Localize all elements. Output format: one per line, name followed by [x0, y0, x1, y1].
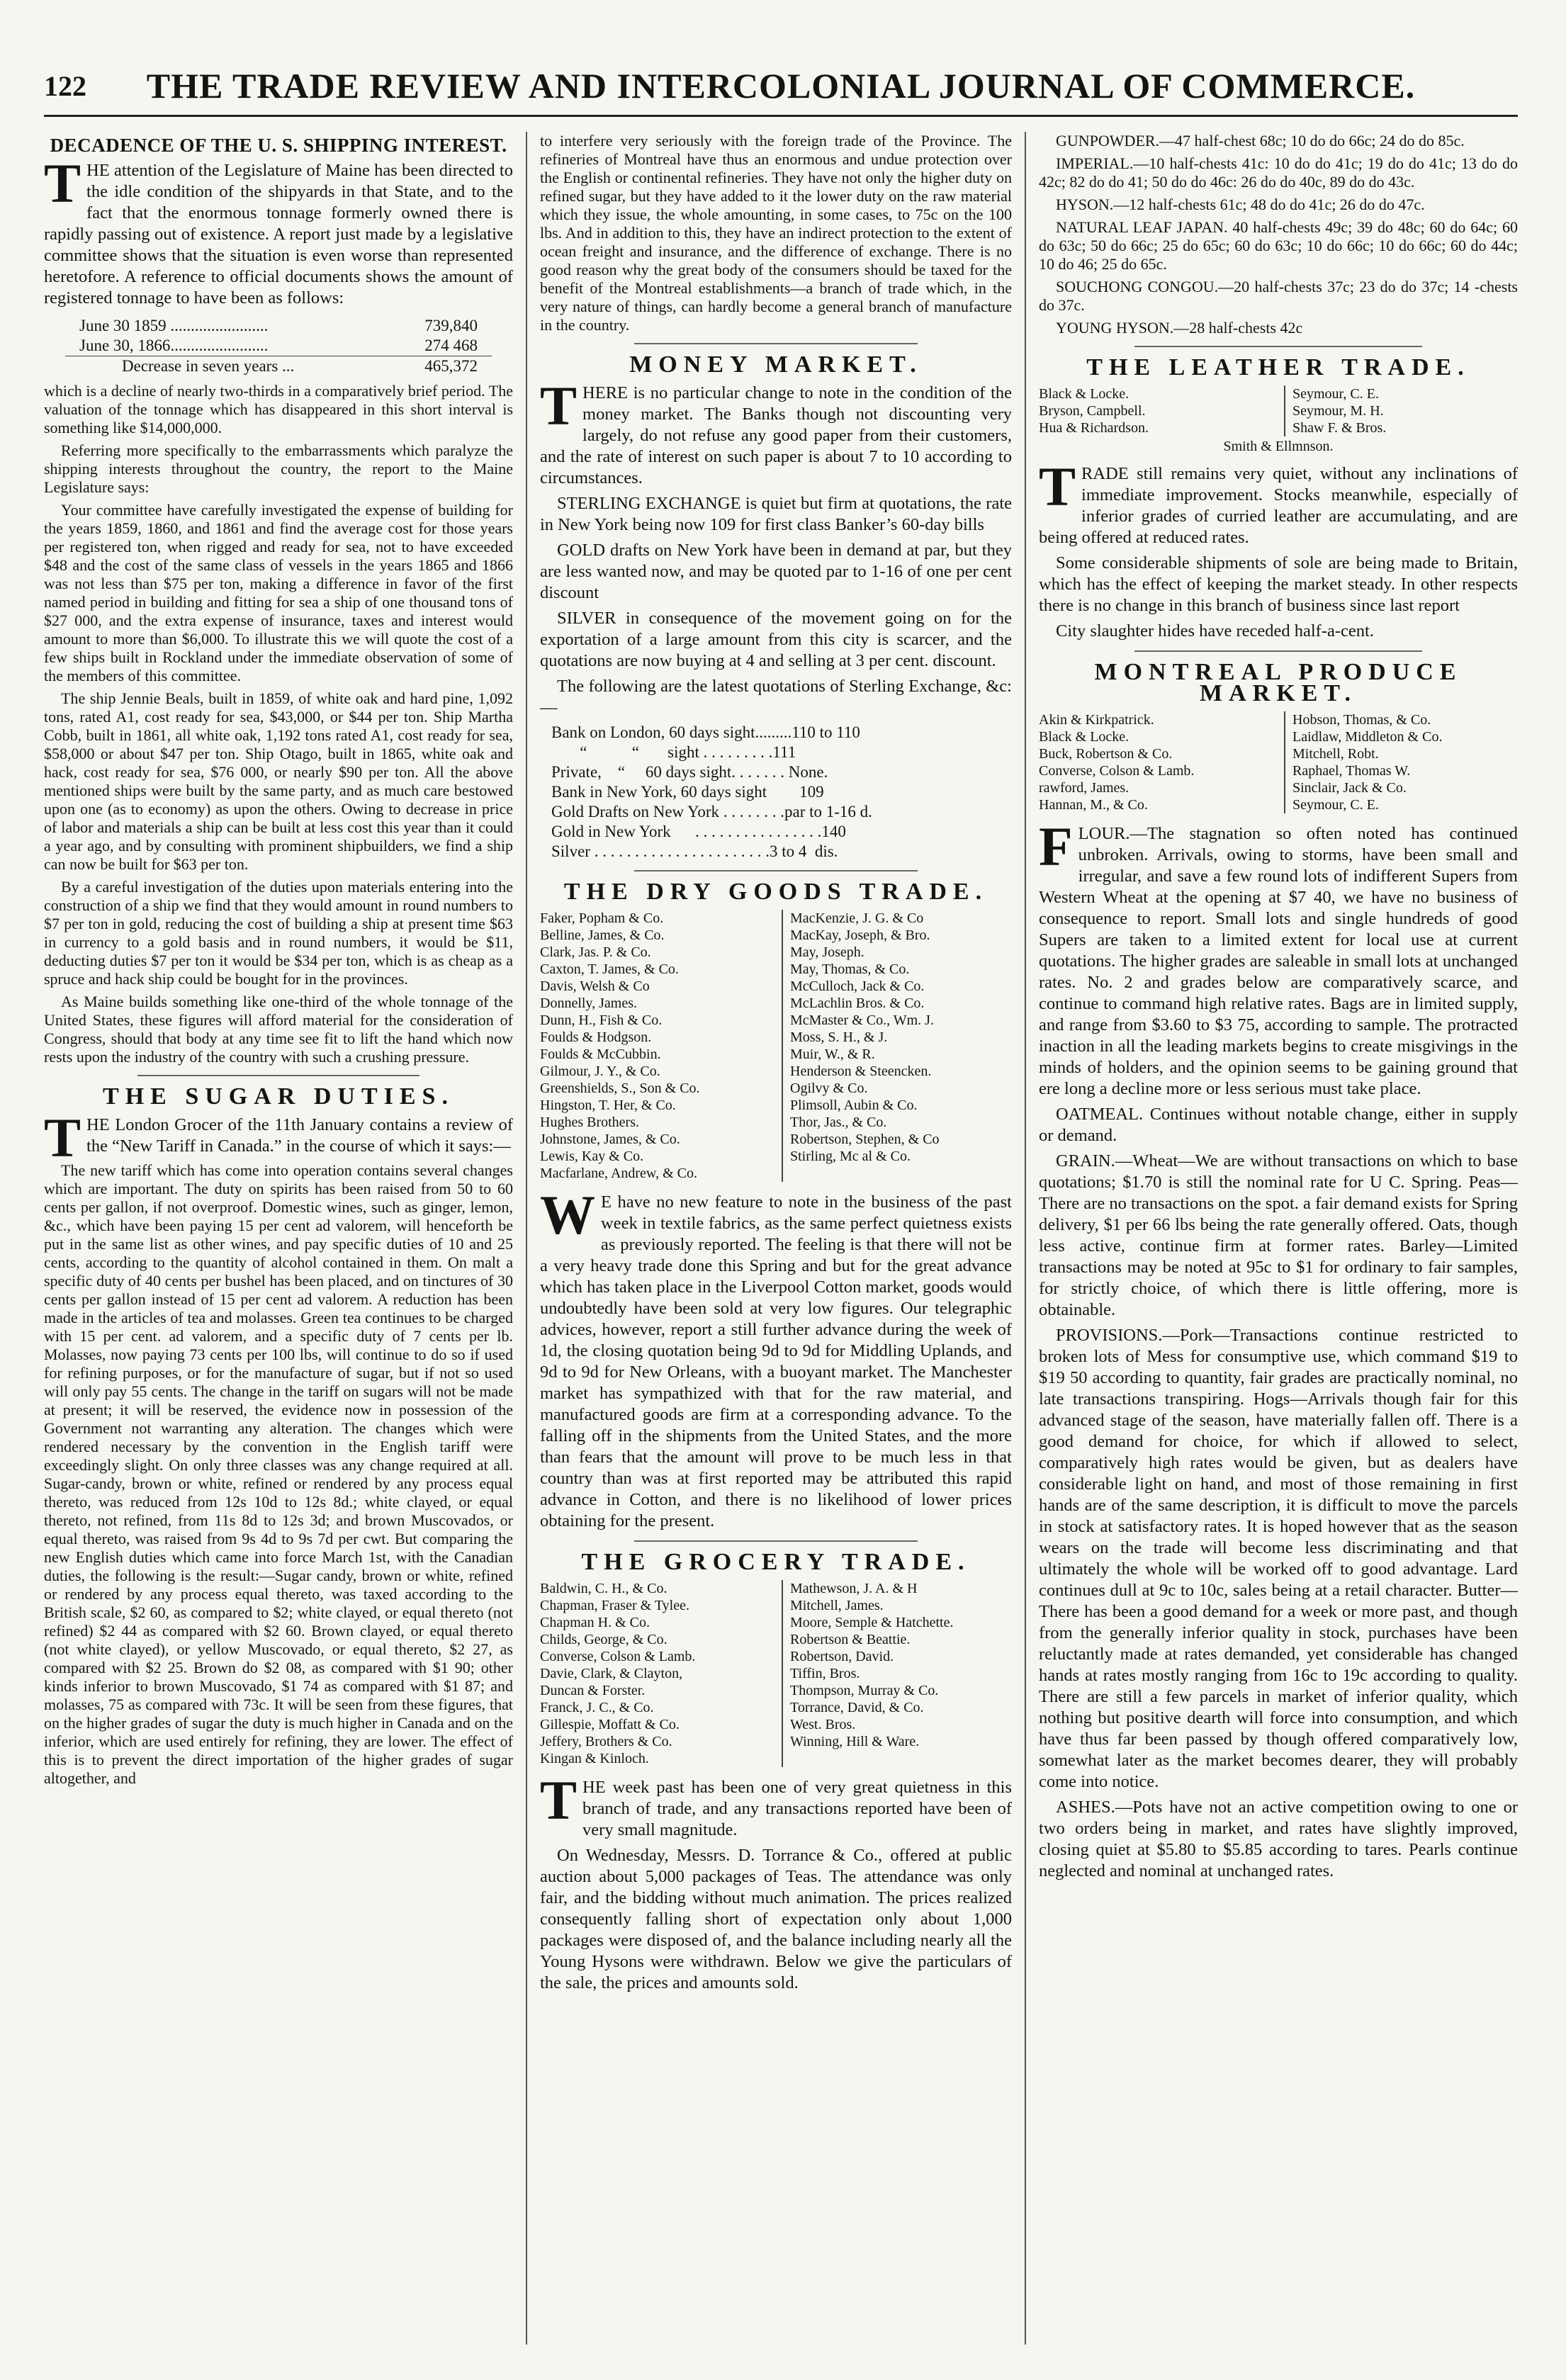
article-heading-sugar: THE SUGAR DUTIES.: [103, 1083, 454, 1110]
merchant-name: Sinclair, Jack & Co.: [1292, 780, 1407, 796]
article-heading-grocery: THE GROCERY TRADE.: [581, 1549, 971, 1575]
exchange-quotations: [540, 723, 1012, 862]
quote-row: Bank in New York, 60 days sight 109: [551, 783, 824, 801]
merchant-name: Seymour, M. H.: [1292, 403, 1384, 419]
merchant-name: Seymour, C. E.: [1292, 797, 1379, 813]
merchant-name: McLachlin Bros. & Co.: [790, 996, 925, 1011]
merchant-name: Smith & Ellmnson.: [1223, 439, 1334, 454]
merchant-name: MacKenzie, J. G. & Co: [790, 910, 924, 926]
merchant-name: McMaster & Co., Wm. J.: [790, 1013, 934, 1028]
merchant-directory: [540, 910, 1012, 1182]
directory-column: [782, 910, 1012, 1182]
article-paragraph: The ship Jennie Beals, built in 1859, of white oak and hard pine, 1,092 tons, rated A1, cost ready for sea, $43,000, or $44 per ton. Ship Martha Cobb, built in 1861, all white oak, 1,192 tons rated A1, cost ready for sea, $58,000 or about $47 per ton. Ship Otago, built in 1865, white oak and hack, cost ready for sea, $76 000, or nearly $90 per ton. All the above mentioned ships were built by the same party, and as much care bestowed upon one (as to economy) as upon the others. Owing to decrease in price of labor and materials a ship can be built at less cost this year than it could a year ago, and by consulting with prominent shipbuilders, we find a ship can now be built for $63 per ton.: [44, 689, 513, 873]
article-paragraph: On Wednesday, Messrs. D. Torrance & Co., offered at public auction about 5,000 packages of Teas. The attendance was only fair, and the bidding without much animation. The prices realized consequently falling short of expectation only about 1,000 packages were disposed of, and the balance including nearly all the Young Hysons were withdrawn. Below we give the particulars of the sale, the prices and amounts sold.: [540, 1846, 1012, 1992]
article-paragraph: THERE is no particular change to note in the condition of the money market. The Banks though not discounting very largely, do not refuse any good paper from their customers, and the rate of interest on such paper is about 7 to 10 according to circumstances.: [540, 375, 1012, 487]
section-divider: [1134, 346, 1422, 347]
merchant-name: Hua & Richardson.: [1039, 420, 1149, 436]
merchant-name: rawford, James.: [1039, 780, 1130, 796]
merchant-name: Macfarlane, Andrew, & Co.: [540, 1166, 697, 1181]
merchant-name: Shaw F. & Bros.: [1292, 420, 1387, 436]
article-paragraph: ASHES.—Pots have not an active competition owing to one or two orders being in market, and rates have slightly improved, closing quiet at $5.80 to $5.85 according to tares. Pearls continue neglected and nominal at unchanged rates.: [1039, 1798, 1518, 1880]
article-paragraph: As Maine builds something like one-third of the whole tonnage of the United States, these figures will afford material for the consideration of Congress, should that body at any time see fit to lift the hand which now rests upon the industry of the country with such a crushing pressure.: [44, 993, 513, 1066]
section-divider: [1134, 650, 1422, 652]
merchant-name: Mathewson, J. A. & H: [790, 1581, 918, 1596]
merchant-name: MacKay, Joseph, & Bro.: [790, 927, 930, 943]
article-paragraph: PROVISIONS.—Pork—Transactions continue restricted to broken lots of Mess for consumptive use, which command $19 to $19 50 according to quantity, fair grades are practically nominal, no late transactions transpiring. Hogs—Arrivals though fair for this advanced stage of the season, have materially fallen off. There is a good demand for choice, for which if allowed to select, comparatively high rates would be given, but as dealers have considerable light on hand, and most of those remaining in first hands are of the same description, it is difficult to move the parcels in stock at satisfactory rates. It is hoped however that as the season wears on the trade will become less discriminating and that ultimately the whole will be worked off to good advantage. Lard continues dull at 9c to 10c, sales being at a retail character. Butter—There has been a good demand for a week or more past, and though from the generally inferior quality in stock, purchases have been reluctantly made at rates demanded, yet considerable has changed hands at rates mostly ranging from 16c to 19c according to quality. There are still a few parcels in market of inferior quality, which nothing but positive dearth will force into consumption, and which have thus far been passed by though offered comparatively low, somewhat later as the market becomes dearer, they will probably come into notice.: [1039, 1326, 1518, 1791]
merchant-name: Caxton, T. James, & Co.: [540, 961, 679, 977]
drop-cap: T: [1039, 456, 1076, 517]
article-paragraph: Some considerable shipments of sole are being made to Britain, which has the effect of keeping the market steady. In other respects there is no change in this branch of business since last report: [1039, 553, 1518, 615]
merchant-name: Black & Locke.: [1039, 729, 1130, 745]
article-paragraph: W E have no new feature to note in the business of the past week in textile fabrics, as the same perfect quietness exists as previously reported. The feeling is that there will not be a very heavy trade done this Spring and but for the great advance which has taken place in the Liverpool Cotton market, goods would undoubtedly have been sold at very low figures. Our telegraphic advices, however, report a still further advance during the week of 1d, the closing quotation being 9d to 9d for Middling Uplands, and 9d to 9d for New Orleans, with a buoyant market. The Manchester market has sympathized with that for the raw material, and manufactured goods are firm at a corresponding advance. To the falling off in the shipments from the United States, and the more than fears that the amount will prove to be much less in that country than was at first reported may be attributed this rapid advance in Cotton, and there is no likelihood of lower prices obtaining for the present.: [540, 1184, 1012, 1530]
drop-cap: T: [44, 1107, 81, 1168]
tea-lot: IMPERIAL.—10 half-chests 41c: 10 do do 41c; 19 do do 41c; 13 do do 42c; 82 do do 41; 50 do do 46c: 26 do do 40c, 89 do do 43c.: [1039, 154, 1518, 191]
article-paragraph: which is a decline of nearly two-thirds in a comparatively brief period. The valuation of the tonnage which has disappeared in this short interval is something like $14,000,000.: [44, 382, 513, 436]
column-2: [540, 132, 1012, 2352]
merchant-name: May, Thomas, & Co.: [790, 961, 910, 977]
merchant-name: Davis, Welsh & Co: [540, 978, 650, 994]
merchant-name: Kingan & Kinloch.: [540, 1751, 649, 1766]
merchant-name: Dunn, H., Fish & Co.: [540, 1013, 663, 1028]
merchant-name: Mitchell, Robt.: [1292, 746, 1379, 762]
quote-row: “ “ sight . . . . . . . . .111: [551, 743, 796, 761]
directory-column: [540, 910, 770, 1182]
page-number: 122: [44, 70, 86, 102]
quote-row: Gold Drafts on New York . . . . . . . .par to 1-16 d.: [551, 803, 872, 820]
section-divider: [137, 1075, 419, 1076]
merchant-name: Moore, Semple & Hatchette.: [790, 1615, 954, 1630]
article-heading-shipping: DECADENCE OF THE U. S. SHIPPING INTEREST.: [50, 135, 507, 156]
merchant-name: Jeffery, Brothers & Co.: [540, 1734, 672, 1749]
merchant-name: Foulds & Hodgson.: [540, 1030, 652, 1045]
merchant-name: Davie, Clark, & Clayton,: [540, 1666, 683, 1681]
merchant-name: Tiffin, Bros.: [790, 1666, 860, 1681]
merchant-name: Muir, W., & R.: [790, 1047, 875, 1062]
directory-column: [782, 1580, 1012, 1767]
article-paragraph: Referring more specifically to the embarrassments which paralyze the shipping interests throughout the country, the report to the Maine Legislature says:: [44, 441, 513, 496]
drop-cap: T: [44, 152, 81, 214]
merchant-name: Akin & Kirkpatrick.: [1039, 712, 1154, 728]
tea-sale-results: [1039, 132, 1518, 337]
merchant-name: Hughes Brothers.: [540, 1115, 639, 1130]
article-paragraph: SILVER in consequence of the movement going on for the exportation of a large amount from this city is scarcer, and the quotations are now buying at 4 and selling at 3 per cent. discount.: [540, 609, 1012, 670]
column-3: [1039, 132, 1518, 2352]
article-heading-dry-goods: THE DRY GOODS TRADE.: [563, 879, 988, 905]
merchant-name: Franck, J. C., & Co.: [540, 1700, 654, 1715]
tonnage-row: June 30, 1866........................ 274 468: [65, 336, 492, 356]
article-paragraph: to interfere very seriously with the foreign trade of the Province. The refineries of Montreal have thus an enormous and undue protection over the English or continental refineries. They have not only the higher duty on refined sugar, but they have added to it the lower duty on the raw material which they issue, the whole amounting, in some cases, to 75c on the 100 lbs. And in addition to this, they have an indirect protection to the extent of ocean freight and insurance, and the difference of exchange. There is no good reason why the great body of the consumers should be taxed for the benefit of the Montreal establishments—a branch of trade which, in the very nature of things, can hardly become a general branch of manufacture in the country.: [540, 132, 1012, 334]
tea-lot: HYSON.—12 half-chests 61c; 48 do do 41c; 26 do do 47c.: [1056, 196, 1425, 213]
tonnage-row: Decrease in seven years ... 465,372: [122, 357, 478, 375]
merchant-name: Chapman H. & Co.: [540, 1615, 650, 1630]
quote-row: Private, “ 60 days sight. . . . . . . None.: [551, 763, 828, 781]
merchant-name: Greenshields, S., Son & Co.: [540, 1081, 700, 1096]
tea-lot: NATURAL LEAF JAPAN. 40 half-chests 49c; 39 do 48c; 60 do 64c; 60 do 63c; 50 do 66c; 25 do 65c; 60 do 63c; 10 do 66c; 10 do 66c; 60 do 44c; 10 do 46; 25 do 65c.: [1039, 218, 1518, 273]
article-paragraph: GRAIN.—Wheat—We are without transactions on which to base quotations; $1.70 is still the nominal rate for U C. Spring. Peas—There are no transactions on the spot. a fair demand exists for Spring delivery, $1 per 66 lbs being the rate generally offered. Oats, though less active, continue firm at former rates. Barley—Limited transactions may be noted at 95c to $1 for ordinary to fair samples, for strictly choice, of which there is little offering, more is obtainable.: [1039, 1151, 1518, 1319]
merchant-name: Converse, Colson & Lamb.: [540, 1649, 696, 1664]
article-paragraph: The new tariff which has come into operation contains several changes which are important. The duty on spirits has been raised from 50 to 60 cents per gallon, if not overproof. Domestic wines, such as ginger, lemon, &c., which have been paying 15 per cent ad valorem, will henceforth be put in the same list as other wines, and pay specific duties of 10 and 25 cents, according to the quantity of alcohol contained in them. On malt a specific duty of 40 cents per bushel has been placed, and on tinctures of 30 cents per gallon instead of 15 per cent ad valorem. A reduction has been made in the articles of tea and molasses. Green tea continues to be charged with 15 per cent. ad valorem, and a specific duty of 7 cents per lb. Molasses, now paying 73 cents per 100 lbs, will continue to do so if used for refining purposes, or for the manufacture of sugar, but if not so used will only pay 55 cents. The change in the tariff on sugars will not be made at present; it will be reserved, the evidence now in possession of the Government not warranting any alteration. The changes which were rendered necessary by the convention in the English tariff were exceedingly slight. On only three classes was any change required at all. Sugar-candy, brown or white, refined or rendered by any process equal thereto, was reduced from 12s 10d to 12s 8d.; white clayed, or equal thereto, not refined, from 11s 8d to 12s 3d; and brown Muscovados, or equal thereto, was raised from 9s 4d to 9s 7d per cwt. But comparing the new English duties which came into force March 1st, with the Canadian duties, the following is the result:—Sugar candy, brown or white, refined or rendered by any process equal thereto, was taxed according to the British scale, $2 60, as compared to $2; white clayed, or equal thereto (not refined) $2 44 as compared with $2 60. Brown clayed, or equal thereto (not white clayed), or yellow Muscovado, or equal thereto, $2 27, as compared with $2 25. Brown do $2 08, as compared with $1 90; other kinds inferior to brown Muscovado, $1 74 as compared with $1 87; and molasses, 75 as compared with 73c. It will be seen from these figures, that on the higher grades of sugar the duty is much higher in Canada and on the inferior, which are used entirely for refining, they are lower. The effect of this is to prevent the direct importation of the higher grades of sugar altogether, and: [44, 1161, 513, 1787]
article-paragraph: STERLING EXCHANGE is quiet but firm at quotations, the rate in New York being now 109 for first class Banker’s 60-day bills: [540, 494, 1012, 534]
directory-column: [1284, 711, 1518, 813]
tea-lot: GUNPOWDER.—47 half-chest 68c; 10 do do 66c; 24 do do 85c.: [1056, 132, 1465, 150]
merchant-name: Thompson, Murray & Co.: [790, 1683, 939, 1698]
merchant-name: Chapman, Fraser & Tylee.: [540, 1598, 689, 1613]
tea-lot: YOUNG HYSON.—28 half-chests 42c: [1056, 319, 1303, 337]
merchant-name: Clark, Jas. P. & Co.: [540, 944, 651, 960]
column-rule: [1025, 132, 1026, 2345]
column-1: [44, 132, 513, 2352]
merchant-name: Hannan, M., & Co.: [1039, 797, 1148, 813]
directory-column: [1039, 711, 1273, 813]
merchant-name: Ogilvy & Co.: [790, 1081, 868, 1096]
column-rule: [526, 132, 527, 2345]
directory-column: [540, 1580, 770, 1767]
running-title: THE TRADE REVIEW AND INTERCOLONIAL JOURNAL OF COMMERCE.: [146, 66, 1416, 106]
merchant-name: Henderson & Steencken.: [790, 1064, 932, 1079]
quote-row: Gold in New York . . . . . . . . . . . . . . . .140: [551, 823, 846, 840]
section-divider: [634, 870, 918, 872]
tonnage-table: [44, 313, 513, 382]
merchant-name: Foulds & McCubbin.: [540, 1047, 661, 1062]
drop-cap: T: [540, 375, 578, 436]
merchant-name: Duncan & Forster.: [540, 1683, 646, 1698]
article-heading-produce: MONTREAL PRODUCE MARKET.: [1094, 659, 1463, 706]
merchant-directory: [1039, 385, 1518, 436]
quote-row: Bank on London, 60 days sight.........110 to 110: [551, 723, 860, 741]
article-paragraph: TRADE still remains very quiet, without any inclinations of immediate improvement. Stocks meanwhile, especially of inferior grades of curried leather are accumulating, and are being offered at reduced rates.: [1039, 456, 1518, 547]
merchant-name: Johnstone, James, & Co.: [540, 1132, 680, 1147]
article-paragraph: The following are the latest quotations of Sterling Exchange, &c:—: [540, 677, 1012, 717]
merchant-name: Robertson & Beattie.: [790, 1632, 911, 1647]
merchant-name: Buck, Robertson & Co.: [1039, 746, 1173, 762]
merchant-name: Thor, Jas., & Co.: [790, 1115, 887, 1130]
article-paragraph: THE week past has been one of very great quietness in this branch of trade, and any transactions reported have been of very small magnitude.: [540, 1769, 1012, 1839]
merchant-name: Gillespie, Moffatt & Co.: [540, 1717, 680, 1732]
directory-column: [1039, 385, 1273, 436]
article-paragraph: City slaughter hides have receded half-a-cent.: [1056, 621, 1374, 641]
merchant-name: West. Bros.: [790, 1717, 856, 1732]
merchant-name: Black & Locke.: [1039, 386, 1130, 402]
merchant-name: Robertson, David.: [790, 1649, 894, 1664]
merchant-name: Laidlaw, Middleton & Co.: [1292, 729, 1443, 745]
merchant-name: Hobson, Thomas, & Co.: [1292, 712, 1431, 728]
merchant-name: Winning, Hill & Ware.: [790, 1734, 920, 1749]
tonnage-row: June 30 1859 ........................ 739,840: [79, 317, 478, 334]
drop-cap: T: [540, 1769, 578, 1831]
merchant-directory: [1039, 711, 1518, 813]
merchant-name: Donnelly, James.: [540, 996, 638, 1011]
merchant-name: Lewis, Kay & Co.: [540, 1149, 644, 1164]
section-divider: [634, 343, 918, 344]
article-paragraph: FLOUR.—The stagnation so often noted has continued unbroken. Arrivals, owing to storms, have been small and irregular, and save a few round lots of indifferent Supers from Western Wheat at the opening at $7 40, we have no business of consequence to report. Small lots and single hundreds of good Supers are taken to a limited extent for local use at current quotations. The higher grades are saleable in small lots at unchanged rates. No. 2 and grades below are comparatively scarce, and continue to command high relative rates. Bags are in limited supply, and range from $3.60 to $3 75, according to sample. The protracted inaction in all the leading markets begins to create misgivings in the minds of holders, and the opinion seems to be gaining ground that ere long a decline more or less serious must take place.: [1039, 816, 1518, 1098]
merchant-name: Bryson, Campbell.: [1039, 403, 1146, 419]
merchant-name: Baldwin, C. H., & Co.: [540, 1581, 667, 1596]
article-paragraph: GOLD drafts on New York have been in demand at par, but they are less wanted now, and may be quoted par to 1-16 of one per cent discount: [540, 541, 1012, 602]
article-paragraph: By a careful investigation of the duties upon materials entering into the construction of a ship we find that they would amount in round numbers to $7 per ton in gold, reducing the cost of building a ship at present time $63 in currency to a gold basis and in round numbers, it would be $11, deducting duties $7 per ton it would be $34 per ton, which is as cheap as a spruce and hack ship could be bought for in the provinces.: [44, 878, 513, 988]
page-header: [44, 65, 1518, 117]
article-paragraph: Your committee have carefully investigated the expense of building for the years 1859, 1860, and 1861 and find the average cost for those years per registered ton, when rigged and ready for sea, not to have exceeded $48 and the cost of the same class of vessels in the years 1865 and 1866 was not less than $75 per ton, making a difference in favor of the first named period in building and fitting for sea a ship of one thousand tons of $27 000, and the extra expense of insurance, taxes and interest would amount to more than $6,000. To illustrate this we will quote the cost of a few ships built in Rockland under the immediate observation of some of the members of this committee.: [44, 501, 513, 684]
article-paragraph: THE attention of the Legislature of Maine has been directed to the idle condition of the shipyards in that State, and to the fact that the enormous tonnage formerly owned there is rapidly passing out of existence. A report just made by a legislative committee shows that the situation is even worse than represented heretofore. A reference to official documents shows the amount of registered tonnage to have been as follows:: [44, 152, 513, 308]
merchant-name: Raphael, Thomas W.: [1292, 763, 1411, 779]
merchant-name: Plimsoll, Aubin & Co.: [790, 1098, 918, 1113]
quote-row: Silver . . . . . . . . . . . . . . . . . . . . . .3 to 4 dis.: [551, 842, 838, 860]
article-paragraph: THE London Grocer of the 11th January contains a review of the “New Tariff in Canada.” in the course of which it says:—: [44, 1107, 513, 1168]
merchant-directory: [540, 1580, 1012, 1767]
merchant-name: May, Joseph.: [790, 944, 864, 960]
tea-lot: SOUCHONG CONGOU.—20 half-chests 37c; 23 do do 37c; 14 -chests do 37c.: [1039, 278, 1518, 314]
directory-column: [1284, 385, 1518, 436]
merchant-name: Torrance, David, & Co.: [790, 1700, 924, 1715]
merchant-name: Belline, James, & Co.: [540, 927, 665, 943]
merchant-name: Robertson, Stephen, & Co: [790, 1132, 940, 1147]
drop-cap: W: [540, 1184, 595, 1246]
merchant-name: Mitchell, James.: [790, 1598, 884, 1613]
merchant-name: Seymour, C. E.: [1292, 386, 1379, 402]
article-paragraph: OATMEAL. Continues without notable change, either in supply or demand.: [1039, 1105, 1518, 1145]
merchant-name: Moss, S. H., & J.: [790, 1030, 888, 1045]
merchant-name: Childs, George, & Co.: [540, 1632, 667, 1647]
section-divider: [634, 1540, 918, 1542]
article-heading-leather: THE LEATHER TRADE.: [1086, 354, 1470, 380]
merchant-name: McCulloch, Jack & Co.: [790, 978, 925, 994]
merchant-name: Hingston, T. Her, & Co.: [540, 1098, 676, 1113]
merchant-name: Stirling, Mc al & Co.: [790, 1149, 911, 1164]
merchant-name: Gilmour, J. Y., & Co.: [540, 1064, 660, 1079]
merchant-name: Faker, Popham & Co.: [540, 910, 664, 926]
merchant-name: Converse, Colson & Lamb.: [1039, 763, 1195, 779]
article-heading-money: MONEY MARKET.: [629, 351, 923, 378]
drop-cap: F: [1039, 816, 1073, 877]
